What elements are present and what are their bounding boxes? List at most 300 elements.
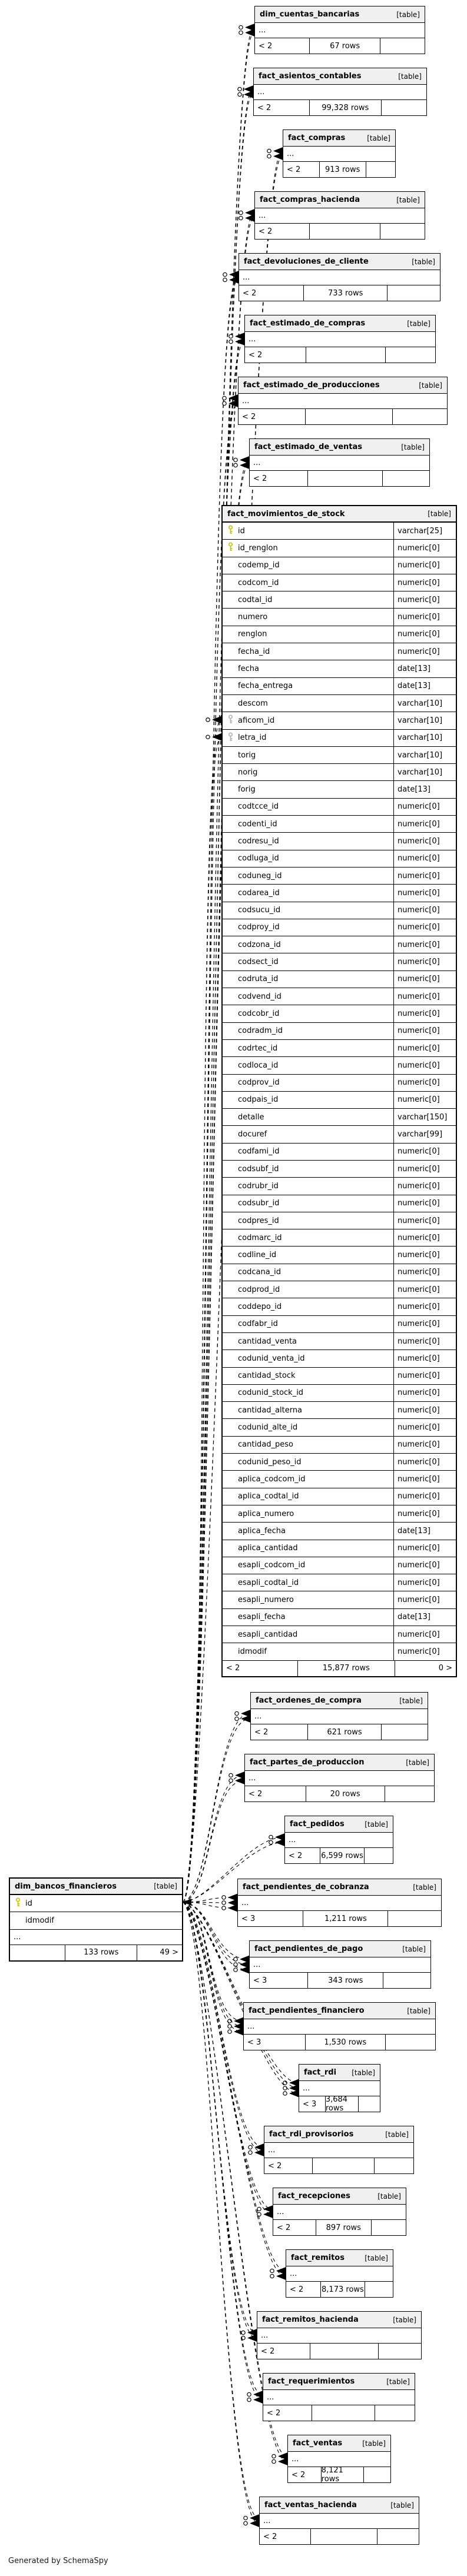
table-title: fact_rdi_provisorios [269, 2130, 354, 2139]
table-tag: [table] [396, 10, 420, 19]
column-name [223, 975, 393, 983]
column-row [223, 1419, 456, 1436]
column-name-text: codunid_peso_id [238, 1457, 302, 1467]
column-name-text: id_renglon [238, 543, 278, 553]
column-name [223, 1388, 393, 1397]
table-header [239, 377, 447, 394]
footer-row-count: 99,328 rows [309, 100, 382, 115]
table-title: fact_recepciones [278, 2192, 350, 2201]
table-footer [250, 471, 429, 486]
footer-row-count [310, 2344, 379, 2359]
table-tag: [table] [398, 72, 422, 81]
column-type: numeric[0] [393, 540, 456, 556]
column-type: numeric[0] [393, 1161, 456, 1177]
column-name-text: codtal_id [238, 595, 273, 604]
table-title: fact_pedidos [290, 1820, 345, 1829]
column-type: varchar[10] [393, 747, 456, 763]
column-name [223, 923, 393, 932]
column-name-text: codresu_id [238, 836, 279, 846]
table-title: fact_remitos_hacienda [262, 2315, 359, 2324]
column-type: numeric[0] [393, 1144, 456, 1160]
table-title: fact_compras_hacienda [260, 195, 360, 204]
column-name-text: codtcce_id [238, 802, 279, 812]
column-name [223, 1458, 393, 1467]
column-type: numeric[0] [393, 1591, 456, 1608]
column-row [223, 1505, 456, 1523]
more-columns-ellipsis: ... [10, 1930, 182, 1945]
table-fact_estimado_de_producciones[interactable] [238, 377, 448, 425]
table-footer [255, 224, 425, 239]
table-footer [255, 38, 425, 54]
column-name-text: codruta_id [238, 975, 279, 984]
column-name-text: norig [238, 767, 258, 777]
more-columns-ellipsis: ... [288, 2452, 390, 2467]
relationship-edge-fact_partes_de_produccion-1 [183, 1781, 244, 1903]
column-name [223, 1337, 393, 1346]
footer-extra-relations-right [382, 1724, 428, 1740]
column-name-text: coddepo_id [238, 1302, 282, 1311]
more-columns-ellipsis: ... [263, 2390, 415, 2405]
column-row [223, 626, 456, 643]
table-fact_partes_de_produccion[interactable] [244, 1754, 435, 1802]
table-title: dim_bancos_financieros [15, 1882, 117, 1891]
footer-extra-relations: < 2 [254, 1727, 269, 1737]
table-footer [238, 1911, 441, 1926]
table-fact_rdi[interactable] [299, 2064, 380, 2112]
table-fact_compras_hacienda[interactable] [254, 191, 425, 240]
table-header [264, 2126, 413, 2143]
primary-key-icon [227, 525, 234, 534]
column-name-text: aplica_fecha [238, 1526, 286, 1535]
table-fact_estimado_de_ventas[interactable] [249, 438, 430, 487]
column-name-text: id [238, 526, 245, 536]
table-fact_rdi_provisorios[interactable] [264, 2126, 414, 2174]
footer-extra-relations-right [375, 2158, 413, 2173]
table-dim_bancos_financieros[interactable] [9, 1877, 183, 1962]
column-name [223, 1285, 393, 1294]
table-header [257, 2312, 421, 2328]
more-columns-ellipsis: ... [286, 2266, 393, 2282]
column-name-text: codsubf_id [238, 1164, 279, 1174]
table-fact_pendientes_de_pago[interactable] [249, 1940, 431, 1989]
footer-extra-relations-right [375, 2405, 415, 2421]
column-name-text: codloca_id [238, 1061, 279, 1070]
column-row [223, 747, 456, 764]
column-type: varchar[10] [393, 764, 456, 780]
table-fact_ventas[interactable] [287, 2435, 391, 2483]
table-header [238, 1879, 441, 1896]
column-name [223, 768, 393, 777]
pk-key-slot [227, 525, 238, 537]
footer-row-count: 3,684 rows [325, 2096, 359, 2112]
more-columns-ellipsis: ... [239, 394, 447, 409]
more-columns-ellipsis: ... [238, 1896, 441, 1911]
table-fact_remitos[interactable] [286, 2249, 393, 2298]
column-name-text: codzona_id [238, 940, 281, 949]
footer-extra-relations: < 2 [267, 2408, 281, 2418]
column-name-text: codluga_id [238, 854, 279, 863]
column-row [223, 523, 456, 540]
footer-extra-relations-right [380, 38, 425, 54]
column-name [223, 1510, 393, 1518]
column-name-text: codcom_id [238, 578, 279, 587]
column-row [223, 1005, 456, 1022]
footer-row-count: 8,173 rows [320, 2282, 365, 2297]
footer-extra-relations-right [386, 347, 435, 363]
footer-extra-relations-right [377, 2529, 419, 2544]
footer-extra-relations-right [385, 1786, 434, 1801]
footer-extra-relations: < 2 [242, 412, 256, 421]
column-name [223, 1630, 393, 1639]
column-type: numeric[0] [393, 1281, 456, 1298]
column-name-text: letra_id [238, 733, 267, 743]
column-name [223, 1165, 393, 1174]
table-header [250, 1941, 430, 1957]
column-name [223, 1216, 393, 1225]
column-row [223, 1316, 456, 1333]
column-row [223, 799, 456, 816]
column-row [223, 1609, 456, 1626]
column-name-text: codunid_alte_id [238, 1423, 298, 1432]
column-name [223, 1078, 393, 1087]
column-name-text: codsucu_id [238, 906, 281, 915]
table-tag: [table] [352, 2068, 375, 2077]
footer-extra-relations-right [379, 2344, 421, 2359]
foreign-key-icon [227, 732, 234, 742]
column-name-text: fecha_entrega [238, 682, 293, 691]
column-name-text: aficom_id [238, 716, 275, 725]
column-name-text: codrubr_id [238, 1181, 279, 1191]
column-name-text: docuref [238, 1130, 267, 1139]
column-name [223, 1354, 393, 1363]
column-type: varchar[99] [393, 1126, 456, 1142]
footer-extra-relations: < 2 [268, 2161, 282, 2171]
footer-extra-relations: < 2 [289, 1851, 303, 1860]
footer-extra-relations-right: 49 > [160, 1948, 178, 1957]
footer-row-count: 8,121 rows [321, 2467, 364, 2482]
column-type: numeric[0] [393, 1333, 456, 1350]
column-name-text: cantidad_alterna [238, 1405, 303, 1415]
column-name [223, 579, 393, 587]
column-row [223, 850, 456, 867]
column-type: numeric[0] [393, 1264, 456, 1281]
column-type: numeric[0] [393, 1178, 456, 1194]
table-fact_estimado_de_compras[interactable] [244, 315, 436, 363]
column-row [223, 1385, 456, 1402]
column-row [223, 1057, 456, 1074]
column-type: numeric[0] [393, 574, 456, 591]
column-row [223, 1471, 456, 1488]
column-type: varchar[25] [393, 523, 456, 539]
table-header [250, 439, 429, 456]
table-footer [263, 2405, 415, 2421]
column-name-text: descom [238, 699, 268, 708]
footer-extra-relations: < 2 [261, 2346, 275, 2356]
column-row [223, 574, 456, 591]
table-footer [260, 2529, 419, 2544]
column-type: numeric[0] [393, 885, 456, 901]
column-name [223, 1475, 393, 1484]
column-row [223, 885, 456, 902]
table-footer [288, 2467, 390, 2482]
table-tag: [table] [386, 2377, 410, 2386]
column-name [223, 1251, 393, 1259]
column-name [223, 1044, 393, 1053]
footer-extra-relations-right [365, 1848, 393, 1863]
column-type: numeric[0] [393, 609, 456, 625]
column-row [223, 1454, 456, 1471]
column-name-text: cantidad_peso [238, 1440, 294, 1450]
table-footer [299, 2096, 380, 2112]
column-type: numeric[0] [393, 1402, 456, 1418]
column-name-text: esapli_codtal_id [238, 1578, 299, 1587]
column-name [223, 1613, 393, 1621]
footer-row-count: 621 rows [307, 1724, 382, 1740]
column-type: numeric[0] [393, 591, 456, 608]
table-footer [239, 409, 447, 424]
table-tag: [table] [406, 1758, 429, 1767]
footer-extra-relations [10, 1945, 65, 1960]
column-name-text: codline_id [238, 1251, 277, 1260]
column-row [223, 1591, 456, 1608]
table-tag: [table] [365, 2253, 388, 2262]
table-fact_remitos_hacienda[interactable] [257, 2311, 422, 2359]
table-tag: [table] [428, 510, 451, 518]
column-row [223, 1109, 456, 1126]
column-name [223, 872, 393, 880]
footer-extra-relations-right [393, 409, 447, 424]
column-name-text: aplica_codtal_id [238, 1492, 299, 1501]
more-columns-ellipsis: ... [285, 1833, 393, 1848]
more-columns-ellipsis: ... [255, 208, 425, 224]
column-row [10, 1895, 182, 1912]
column-row [223, 678, 456, 695]
footer-extra-relations: < 2 [287, 165, 301, 174]
footer-extra-relations-right [359, 2096, 380, 2112]
column-row [223, 1126, 456, 1143]
column-type: varchar[150] [393, 1109, 456, 1125]
table-tag: [table] [402, 1945, 426, 1953]
column-type: numeric[0] [393, 1040, 456, 1056]
column-name-text: aplica_codcom_id [238, 1474, 306, 1484]
table-tag: [table] [413, 1883, 436, 1892]
column-type: numeric[0] [393, 1075, 456, 1091]
column-row [223, 1643, 456, 1660]
table-title: fact_movimientos_de_stock [227, 509, 345, 518]
more-columns-ellipsis: ... [245, 332, 435, 347]
table-header [254, 68, 426, 85]
footer-row-count [309, 224, 380, 239]
column-name-text: idmodif [238, 1647, 267, 1656]
column-name [223, 542, 393, 554]
column-type: numeric[0] [393, 867, 456, 884]
column-type: numeric[0] [393, 1385, 456, 1401]
column-type: numeric[0] [393, 1229, 456, 1246]
relationship-edge-fact_remitos_hacienda-0 [183, 1902, 256, 2333]
relationship-edge-fact_remitos_hacienda-1 [183, 1902, 256, 2338]
column-name-text: fecha [238, 664, 259, 674]
column-row [10, 1912, 182, 1929]
column-name-text: idmodif [25, 1916, 54, 1925]
column-type: numeric[0] [393, 971, 456, 988]
footer-extra-relations: < 3 [303, 2099, 317, 2109]
table-fact_pendientes_de_cobranza[interactable] [237, 1879, 442, 1927]
column-name-text: codpais_id [238, 1095, 279, 1105]
table-footer [10, 1945, 182, 1960]
primary-key-icon [227, 542, 234, 551]
footer-extra-relations: < 3 [241, 1914, 256, 1923]
more-columns-ellipsis: ... [254, 85, 426, 100]
table-dim_cuentas_bancarias[interactable] [254, 6, 425, 54]
table-header [285, 1816, 393, 1833]
footer-row-count: 6,599 rows [320, 1848, 365, 1863]
column-row [223, 1144, 456, 1161]
column-name-text: codunid_venta_id [238, 1354, 305, 1363]
column-row [223, 1247, 456, 1264]
footer-extra-relations-right [382, 100, 426, 115]
column-name [223, 1527, 393, 1535]
column-name [223, 1130, 393, 1139]
footer-extra-relations-right [364, 2467, 390, 2482]
column-name [223, 1319, 393, 1328]
table-fact_ordenes_de_compra[interactable] [250, 1692, 428, 1740]
column-name [223, 1061, 393, 1070]
more-columns-ellipsis: ... [250, 456, 429, 471]
footer-extra-relations-right [388, 1911, 441, 1926]
footer-extra-relations: < 2 [226, 1664, 240, 1673]
column-type: numeric[0] [393, 919, 456, 936]
table-header [10, 1879, 182, 1895]
column-name [223, 1371, 393, 1380]
column-type: numeric[0] [393, 557, 456, 574]
table-tag: [table] [154, 1882, 177, 1890]
table-title: fact_estimado_de_compras [250, 319, 366, 328]
column-name-text: cantidad_stock [238, 1371, 296, 1381]
table-fact_ventas_hacienda[interactable] [259, 2497, 419, 2545]
footer-row-count: 67 rows [309, 38, 380, 54]
column-row [223, 1350, 456, 1367]
footer-extra-relations-right [365, 2282, 393, 2297]
table-fact_pendientes_financiero[interactable] [243, 2002, 436, 2050]
table-title: fact_pendientes_de_pago [254, 1945, 363, 1953]
column-row [223, 591, 456, 609]
more-columns-ellipsis: ... [255, 23, 425, 38]
column-name [223, 1268, 393, 1277]
footer-extra-relations: < 2 [290, 2285, 304, 2294]
footer-row-count: 133 rows [65, 1945, 137, 1960]
column-type: numeric[0] [393, 1505, 456, 1522]
column-type: varchar[10] [393, 730, 456, 746]
column-name [223, 1113, 393, 1122]
table-header [260, 2497, 419, 2514]
table-title: dim_cuentas_bancarias [260, 10, 360, 19]
column-row [223, 1557, 456, 1574]
footer-extra-relations-right [386, 2035, 436, 2050]
footer-extra-relations: < 2 [259, 41, 273, 51]
column-name [223, 1199, 393, 1208]
table-header [255, 192, 425, 208]
column-type: numeric[0] [393, 626, 456, 643]
table-fact_recepciones[interactable] [273, 2188, 406, 2236]
column-name [223, 1647, 393, 1656]
column-type: numeric[0] [393, 953, 456, 970]
table-header [255, 6, 425, 23]
column-type: numeric[0] [393, 902, 456, 919]
column-row [223, 919, 456, 936]
table-fact_requerimientos[interactable] [263, 2373, 415, 2421]
column-row [223, 540, 456, 557]
column-name-text: codpres_id [238, 1216, 279, 1225]
table-title: fact_pendientes_de_cobranza [243, 1883, 369, 1892]
column-row [223, 609, 456, 626]
column-type: varchar[10] [393, 695, 456, 712]
column-name-text: esapli_codcom_id [238, 1561, 306, 1570]
relationship-edge-fact_ordenes_de_compra-0 [183, 1714, 250, 1903]
footer-extra-relations: < 2 [259, 227, 273, 236]
column-name [223, 699, 393, 708]
footer-row-count [305, 409, 393, 424]
table-footer [239, 285, 440, 301]
column-name [223, 906, 393, 915]
column-type: numeric[0] [393, 1454, 456, 1470]
footer-extra-relations-right [383, 471, 429, 486]
column-type: numeric[0] [393, 988, 456, 1005]
column-name-text: codsubr_id [238, 1199, 280, 1208]
table-footer [286, 2282, 393, 2297]
more-columns-ellipsis: ... [260, 2514, 419, 2529]
column-name [223, 1147, 393, 1156]
relationship-edge-fact_rdi-1 [183, 1902, 298, 2088]
table-title: fact_estimado_de_producciones [243, 381, 380, 390]
table-fact_movimientos_de_stock[interactable] [221, 505, 457, 1677]
column-name [223, 1440, 393, 1449]
relationship-edge-fact_pendientes_financiero-0 [183, 1902, 243, 2021]
column-type: date[13] [393, 1609, 456, 1626]
table-fact_pedidos[interactable] [284, 1816, 393, 1864]
column-type: numeric[0] [393, 1488, 456, 1505]
table-header [288, 2435, 390, 2452]
column-name [223, 1026, 393, 1035]
table-fact_devoluciones_de_cliente[interactable] [239, 253, 440, 301]
table-title: fact_rdi [304, 2068, 337, 2077]
table-fact_compras[interactable] [283, 129, 396, 178]
column-name [223, 732, 393, 744]
generated-by-note: Generated by SchemaSpy [8, 2557, 108, 2565]
table-fact_asientos_contables[interactable] [253, 68, 427, 116]
footer-extra-relations-right: 0 > [438, 1664, 452, 1673]
footer-extra-relations: < 2 [292, 2470, 306, 2479]
footer-extra-relations-right [372, 2220, 406, 2235]
column-type: numeric[0] [393, 1057, 456, 1073]
column-row [223, 712, 456, 729]
column-name-text: aplica_cantidad [238, 1544, 298, 1553]
table-header [251, 1693, 428, 1709]
column-name [223, 1492, 393, 1501]
footer-row-count: 20 rows [306, 1786, 385, 1801]
column-name [223, 1406, 393, 1415]
column-type: numeric[0] [393, 1212, 456, 1229]
table-title: fact_compras [288, 134, 346, 142]
column-name-text: torig [238, 750, 256, 760]
column-row [223, 695, 456, 712]
footer-extra-relations: < 3 [253, 1976, 267, 1985]
column-name [223, 1302, 393, 1311]
column-name [223, 1095, 393, 1104]
column-name [223, 751, 393, 760]
column-name-text: numero [238, 613, 268, 622]
column-row [223, 1437, 456, 1454]
column-type: date[13] [393, 1523, 456, 1539]
